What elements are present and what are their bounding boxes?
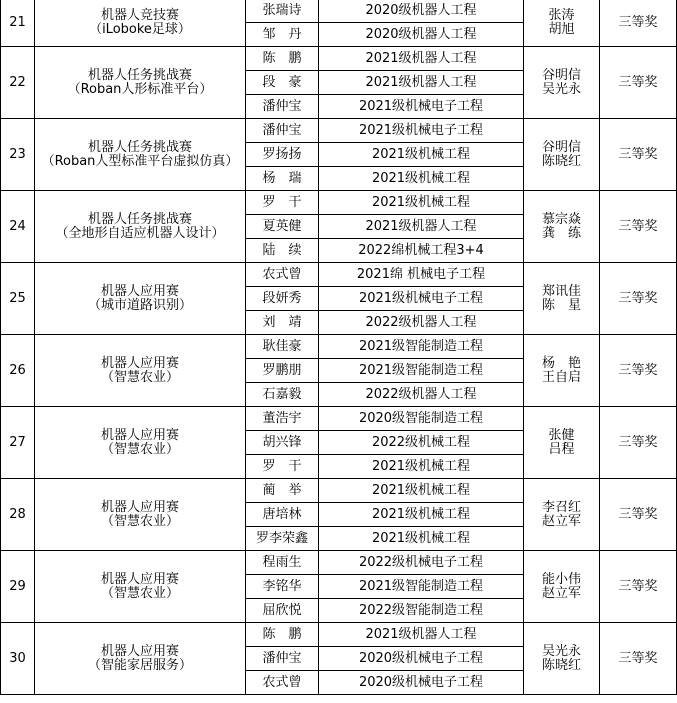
member-major: 2021级机械工程 bbox=[319, 527, 524, 551]
member-name: 张瑞诗 bbox=[246, 0, 319, 23]
table-row bbox=[1, 551, 677, 575]
award-level: 三等奖 bbox=[600, 551, 677, 623]
member-major: 2021级机械工程 bbox=[319, 143, 524, 167]
event-category: （全地形自适应机器人设计） bbox=[55, 225, 225, 241]
member-major: 2022级机器人工程 bbox=[319, 311, 524, 335]
advisor-name: 王自启 bbox=[541, 369, 581, 385]
advisor-cell bbox=[524, 263, 600, 335]
member-name: 程雨生 bbox=[246, 551, 319, 575]
award-level: 三等奖 bbox=[600, 407, 677, 479]
entry-number: 30 bbox=[1, 623, 35, 695]
event-name: 机器人任务挑战赛 bbox=[87, 67, 192, 83]
advisor-cell bbox=[524, 191, 600, 263]
advisor-name: 吴光永 bbox=[541, 643, 581, 659]
advisor-name: 吕程 bbox=[548, 441, 575, 457]
member-major: 2020级智能制造工程 bbox=[319, 407, 524, 431]
advisor-name: 胡旭 bbox=[548, 21, 575, 37]
event-cell bbox=[35, 551, 246, 623]
member-major: 2021级机器人工程 bbox=[319, 47, 524, 71]
event-name: 机器人任务挑战赛 bbox=[87, 211, 192, 227]
member-major: 2021级机械工程 bbox=[319, 191, 524, 215]
advisor-name: 赵立军 bbox=[541, 585, 581, 601]
member-name: 夏英健 bbox=[246, 215, 319, 239]
event-cell bbox=[35, 623, 246, 695]
member-major: 2021级机器人工程 bbox=[319, 215, 524, 239]
advisor-name: 陈 星 bbox=[541, 297, 581, 313]
event-category: （智慧农业） bbox=[100, 441, 179, 457]
table-row bbox=[1, 191, 677, 215]
member-name: 董浩宇 bbox=[246, 407, 319, 431]
advisor-cell bbox=[524, 335, 600, 407]
advisor-name: 龚 练 bbox=[541, 225, 581, 241]
member-major: 2021级智能制造工程 bbox=[319, 575, 524, 599]
table-row bbox=[1, 47, 677, 71]
event-category: （智慧农业） bbox=[100, 513, 179, 529]
event-name: 机器人应用赛 bbox=[100, 427, 179, 443]
member-name: 潘仲宝 bbox=[246, 119, 319, 143]
event-name: 机器人应用赛 bbox=[100, 499, 179, 515]
member-name: 罗李荣鑫 bbox=[246, 527, 319, 551]
member-major: 2022级智能制造工程 bbox=[319, 599, 524, 623]
award-level: 三等奖 bbox=[600, 479, 677, 551]
entry-number: 29 bbox=[1, 551, 35, 623]
event-category: （城市道路识别） bbox=[87, 297, 192, 313]
event-cell bbox=[35, 479, 246, 551]
advisor-name: 赵立军 bbox=[541, 513, 581, 529]
entry-number: 27 bbox=[1, 407, 35, 479]
member-name: 杨 瑞 bbox=[246, 167, 319, 191]
member-name: 陈 鹏 bbox=[246, 47, 319, 71]
advisor-name: 吴光永 bbox=[541, 81, 581, 97]
event-cell bbox=[35, 119, 246, 191]
member-name: 段 豪 bbox=[246, 71, 319, 95]
member-major: 2021级机器人工程 bbox=[319, 71, 524, 95]
advisor-name: 张健 bbox=[548, 427, 575, 443]
member-major: 2021级智能制造工程 bbox=[319, 335, 524, 359]
member-major: 2021级机械工程 bbox=[319, 503, 524, 527]
advisor-name: 谷明信 bbox=[541, 67, 581, 83]
event-cell bbox=[35, 263, 246, 335]
table-row bbox=[1, 623, 677, 647]
event-category: （iLoboke足球） bbox=[89, 21, 191, 37]
advisor-cell bbox=[524, 551, 600, 623]
table-row bbox=[1, 0, 677, 23]
event-cell bbox=[35, 0, 246, 47]
event-category: （智慧农业） bbox=[100, 585, 179, 601]
member-major: 2021级机械电子工程 bbox=[319, 95, 524, 119]
member-major: 2021级机械工程 bbox=[319, 455, 524, 479]
event-name: 机器人应用赛 bbox=[100, 283, 179, 299]
event-name: 机器人应用赛 bbox=[100, 571, 179, 587]
member-major: 2022绵机械工程3+4 bbox=[319, 239, 524, 263]
member-name: 石嘉毅 bbox=[246, 383, 319, 407]
member-name: 胡兴锋 bbox=[246, 431, 319, 455]
award-level: 三等奖 bbox=[600, 263, 677, 335]
advisor-name: 陈晓红 bbox=[541, 657, 581, 673]
event-cell bbox=[35, 407, 246, 479]
entry-number: 22 bbox=[1, 47, 35, 119]
member-name: 蔺 举 bbox=[246, 479, 319, 503]
advisor-cell bbox=[524, 0, 600, 47]
award-level: 三等奖 bbox=[600, 0, 677, 47]
member-name: 农式曾 bbox=[246, 263, 319, 287]
member-name: 段妍秀 bbox=[246, 287, 319, 311]
award-level: 三等奖 bbox=[600, 47, 677, 119]
advisor-name: 谷明信 bbox=[541, 139, 581, 155]
member-name: 潘仲宝 bbox=[246, 95, 319, 119]
event-name: 机器人任务挑战赛 bbox=[87, 139, 192, 155]
entry-number: 25 bbox=[1, 263, 35, 335]
entry-number: 28 bbox=[1, 479, 35, 551]
member-name: 陆 续 bbox=[246, 239, 319, 263]
award-level: 三等奖 bbox=[600, 623, 677, 695]
table-row bbox=[1, 407, 677, 431]
member-major: 2020级机械电子工程 bbox=[319, 647, 524, 671]
award-level: 三等奖 bbox=[600, 191, 677, 263]
member-name: 潘仲宝 bbox=[246, 647, 319, 671]
member-major: 2021级机械工程 bbox=[319, 167, 524, 191]
advisor-name: 李召红 bbox=[541, 499, 581, 515]
member-major: 2021级机械电子工程 bbox=[319, 119, 524, 143]
table-row bbox=[1, 479, 677, 503]
member-name: 邹 丹 bbox=[246, 23, 319, 47]
member-name: 农式曾 bbox=[246, 671, 319, 695]
member-major: 2021级机械电子工程 bbox=[319, 287, 524, 311]
event-category: （智慧农业） bbox=[100, 369, 179, 385]
member-name: 罗鹏朋 bbox=[246, 359, 319, 383]
member-major: 2020级机器人工程 bbox=[319, 23, 524, 47]
member-major: 2021级智能制造工程 bbox=[319, 359, 524, 383]
member-name: 罗 干 bbox=[246, 455, 319, 479]
member-name: 耿佳豪 bbox=[246, 335, 319, 359]
member-major: 2020级机器人工程 bbox=[319, 0, 524, 23]
table-row bbox=[1, 119, 677, 143]
member-name: 罗 干 bbox=[246, 191, 319, 215]
advisor-name: 杨 艳 bbox=[541, 355, 581, 371]
advisor-name: 张涛 bbox=[548, 7, 575, 23]
advisor-cell bbox=[524, 623, 600, 695]
member-major: 2020级机械电子工程 bbox=[319, 671, 524, 695]
event-category: （Roban人型标准平台虚拟仿真） bbox=[41, 153, 239, 169]
member-name: 屈欣悦 bbox=[246, 599, 319, 623]
advisor-cell bbox=[524, 47, 600, 119]
advisor-cell bbox=[524, 407, 600, 479]
event-name: 机器人应用赛 bbox=[100, 643, 179, 659]
event-name: 机器人竞技赛 bbox=[100, 7, 179, 23]
event-category: （Roban人形标准平台） bbox=[67, 81, 213, 97]
advisor-name: 郑讯佳 bbox=[541, 283, 581, 299]
entry-number: 23 bbox=[1, 119, 35, 191]
member-name: 李铭华 bbox=[246, 575, 319, 599]
member-major: 2021级机器人工程 bbox=[319, 623, 524, 647]
advisor-name: 陈晓红 bbox=[541, 153, 581, 169]
advisor-cell bbox=[524, 119, 600, 191]
member-name: 刘 靖 bbox=[246, 311, 319, 335]
award-level: 三等奖 bbox=[600, 335, 677, 407]
event-cell bbox=[35, 47, 246, 119]
award-level: 三等奖 bbox=[600, 119, 677, 191]
member-name: 罗扬扬 bbox=[246, 143, 319, 167]
member-major: 2022级机器人工程 bbox=[319, 383, 524, 407]
member-major: 2021级机械工程 bbox=[319, 479, 524, 503]
entry-number: 24 bbox=[1, 191, 35, 263]
table-row bbox=[1, 263, 677, 287]
entry-number: 26 bbox=[1, 335, 35, 407]
event-category: （智能家居服务） bbox=[87, 657, 192, 673]
event-name: 机器人应用赛 bbox=[100, 355, 179, 371]
advisor-cell bbox=[524, 479, 600, 551]
event-cell bbox=[35, 335, 246, 407]
table-row bbox=[1, 335, 677, 359]
member-name: 陈 鹏 bbox=[246, 623, 319, 647]
member-major: 2022级机械电子工程 bbox=[319, 551, 524, 575]
entry-number: 21 bbox=[1, 0, 35, 47]
advisor-name: 慕宗焱 bbox=[541, 211, 581, 227]
member-major: 2021绵 机械电子工程 bbox=[319, 263, 524, 287]
advisor-name: 能小伟 bbox=[541, 571, 581, 587]
member-major: 2022级机械工程 bbox=[319, 431, 524, 455]
event-cell bbox=[35, 191, 246, 263]
member-name: 唐培林 bbox=[246, 503, 319, 527]
award-table-body bbox=[1, 0, 677, 695]
